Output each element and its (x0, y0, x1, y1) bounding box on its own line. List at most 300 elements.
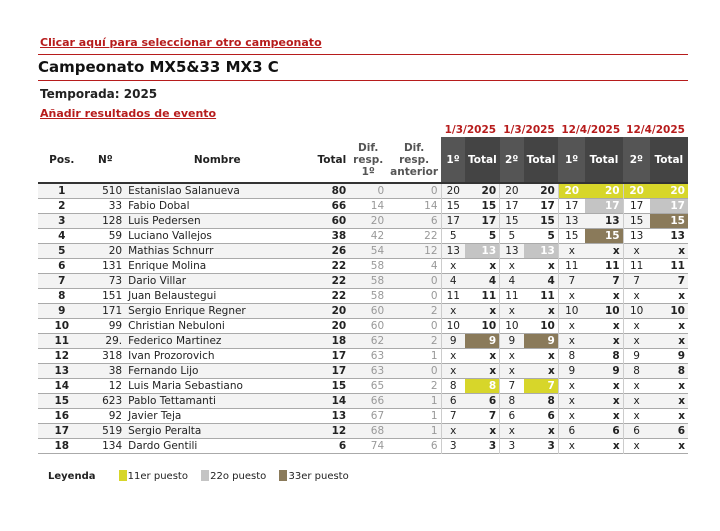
event-position: 17 (500, 198, 524, 213)
row-dif-previous: 14 (424, 199, 438, 212)
table-row (38, 198, 688, 213)
row-dif-previous: 6 (430, 439, 438, 452)
row-dif-previous: 22 (424, 229, 438, 242)
event-total: x (465, 303, 500, 318)
row-position: 14 (54, 379, 70, 392)
row-position: 1 (38, 183, 86, 198)
row-dif-first: 60 (349, 303, 387, 318)
legend-text: 2o puesto (216, 470, 267, 482)
event-position: x (500, 363, 524, 378)
event-total: x (585, 333, 623, 348)
legend-label: Leyenda (48, 470, 96, 482)
event-position: 8 (623, 363, 650, 378)
event-position: x (558, 378, 585, 393)
event-position: 20 (558, 183, 585, 198)
row-dif-previous: 1 (387, 393, 441, 408)
row-dif-first: 74 (370, 439, 385, 452)
event-total: 20 (650, 183, 688, 198)
event-position: x (623, 378, 650, 393)
event-total: 15 (524, 213, 559, 228)
event-position: x (441, 258, 465, 273)
event-position: x (441, 303, 465, 318)
table-row (38, 288, 688, 303)
row-name: Enrique Molina (128, 259, 207, 272)
dif-label: anterior (390, 165, 439, 178)
event-total: 20 (585, 183, 623, 198)
event-position: 11 (558, 258, 585, 273)
row-position: 11 (38, 333, 86, 348)
event-total: x (465, 423, 500, 438)
row-dif-first: 63 (349, 363, 387, 378)
row-dif-previous: 2 (387, 303, 441, 318)
legend-text: 3er puesto (294, 470, 349, 482)
row-number: 623 (86, 393, 126, 408)
event-total: 6 (547, 409, 555, 422)
event-position: x (623, 243, 650, 258)
table-row (38, 363, 688, 378)
event-date: 1/3/2025 (444, 123, 497, 136)
row-number: 510 (86, 183, 126, 198)
event-total: x (524, 363, 559, 378)
row-dif-previous: 0 (387, 363, 441, 378)
page (38, 36, 688, 482)
row-position: 12 (54, 349, 70, 362)
row-name: Fabio Dobal (128, 199, 190, 212)
event-total: 15 (650, 213, 688, 228)
event-total: 11 (481, 289, 497, 302)
row-dif-previous: 2 (387, 333, 441, 348)
row-position: 9 (38, 303, 86, 318)
event-total: 7 (650, 273, 688, 288)
row-number: 131 (102, 259, 123, 272)
event-position: 13 (558, 213, 585, 228)
event-position: x (441, 363, 465, 378)
row-total: 18 (309, 333, 349, 348)
event-total: 9 (677, 349, 685, 362)
row-total: 6 (338, 439, 347, 452)
event-position: 6 (558, 423, 585, 438)
legend-number: 2 (210, 470, 217, 482)
event-total: x (548, 349, 555, 362)
event-position: 9 (558, 363, 585, 378)
row-number: 92 (108, 409, 123, 422)
row-total: 66 (331, 199, 347, 212)
event-total: 13 (585, 213, 623, 228)
event-total: x (678, 409, 685, 422)
row-total: 26 (309, 243, 349, 258)
event-position: 15 (558, 228, 585, 243)
event-position: 13 (623, 228, 650, 243)
row-total: 17 (309, 363, 349, 378)
legend-swatch (279, 470, 287, 481)
table-row (38, 438, 688, 453)
event-position: x (558, 408, 585, 423)
row-dif-previous: 0 (387, 273, 441, 288)
event-position: x (441, 348, 465, 363)
event-total: x (650, 243, 688, 258)
event-total: 8 (465, 378, 500, 393)
dif-label: Dif. (403, 141, 425, 154)
event-total: 15 (481, 199, 497, 212)
col-event-pos: 1º (441, 137, 465, 183)
row-name: Mathias Schnurr (125, 243, 309, 258)
event-position: 11 (500, 288, 524, 303)
row-name: Luis Maria Sebastiano (128, 379, 243, 392)
row-dif-first: 58 (370, 289, 385, 302)
table-row (38, 303, 688, 318)
event-position: x (500, 348, 524, 363)
season-label: Temporada: 2025 (40, 87, 158, 101)
event-total: 3 (488, 439, 497, 452)
event-position: 8 (558, 348, 585, 363)
event-total: 8 (650, 363, 688, 378)
col-event-pos: 2º (500, 137, 524, 183)
row-dif-previous: 0 (387, 183, 441, 198)
event-position: 10 (558, 303, 585, 318)
event-position: 6 (623, 423, 650, 438)
table-row (38, 213, 688, 228)
row-dif-first: 68 (349, 423, 387, 438)
event-total: 6 (650, 423, 688, 438)
event-position: 17 (441, 213, 465, 228)
event-position: 7 (558, 273, 585, 288)
row-name: Dario Villar (125, 273, 309, 288)
col-event-total: Total (650, 137, 688, 183)
event-total: x (612, 409, 620, 422)
event-position: 6 (441, 393, 465, 408)
event-total: 11 (540, 289, 555, 302)
event-position: x (623, 393, 650, 408)
event-total: 13 (524, 243, 559, 258)
row-number: 73 (86, 273, 126, 288)
column-header-row (38, 137, 688, 183)
dif-label: resp. (399, 153, 430, 166)
event-position: 7 (623, 273, 650, 288)
event-date: 1/3/2025 (503, 123, 555, 136)
row-position: 8 (58, 289, 66, 302)
event-total: x (612, 439, 620, 452)
legend-first (119, 471, 188, 482)
event-total: 20 (465, 183, 500, 198)
event-position: x (558, 333, 585, 348)
event-total: 4 (524, 273, 559, 288)
row-total: 22 (331, 289, 347, 302)
event-total: 17 (585, 198, 623, 213)
event-total: 11 (605, 259, 620, 272)
event-total: 8 (524, 393, 559, 408)
row-dif-first: 58 (370, 259, 385, 272)
event-position: 7 (500, 378, 524, 393)
event-total: 3 (547, 439, 555, 452)
event-total: 6 (585, 423, 623, 438)
event-total: 17 (465, 213, 500, 228)
event-total: x (612, 379, 620, 392)
row-total: 22 (309, 273, 349, 288)
event-position: x (558, 393, 585, 408)
event-position: x (558, 288, 585, 303)
col-dif-previous (387, 137, 441, 183)
row-name: Dardo Gentili (128, 439, 198, 452)
event-date: 12/4/2025 (561, 123, 621, 136)
divider (38, 80, 688, 81)
row-name: Luis Pedersen (125, 213, 309, 228)
event-position: 17 (623, 198, 650, 213)
row-name: Sergio Peralta (125, 423, 309, 438)
event-total: 5 (488, 229, 497, 242)
row-dif-first: 42 (370, 229, 385, 242)
event-position: 10 (623, 303, 650, 318)
event-total: 13 (465, 243, 500, 258)
event-position: 17 (558, 198, 585, 213)
row-position: 4 (58, 229, 66, 242)
col-dif-first (349, 137, 387, 183)
row-dif-first: 66 (349, 393, 387, 408)
table-row (38, 318, 688, 333)
event-position: x (623, 408, 650, 423)
row-total: 60 (309, 213, 349, 228)
row-dif-previous: 12 (387, 243, 441, 258)
row-total: 38 (331, 229, 347, 242)
row-total: 20 (331, 319, 347, 332)
event-position: x (441, 423, 465, 438)
event-total: x (489, 349, 497, 362)
row-name: Juan Belaustegui (128, 289, 217, 302)
event-position: 8 (441, 378, 465, 393)
event-total: x (548, 259, 555, 272)
date-header-row (38, 122, 688, 137)
col-event-total: Total (524, 137, 559, 183)
row-number: 134 (102, 439, 123, 452)
event-total: x (678, 379, 685, 392)
col-pos: Pos. (49, 153, 75, 166)
row-position: 15 (38, 393, 86, 408)
row-number: 151 (102, 289, 123, 302)
row-dif-first: 60 (370, 319, 385, 332)
event-position: x (500, 258, 524, 273)
row-dif-previous: 2 (430, 379, 438, 392)
col-event-total: Total (465, 137, 500, 183)
row-name: Pablo Tettamanti (125, 393, 309, 408)
row-dif-first: 14 (370, 199, 385, 212)
row-dif-previous: 1 (387, 423, 441, 438)
event-position: 8 (500, 393, 524, 408)
row-number: 128 (86, 213, 126, 228)
table-row (38, 423, 688, 438)
row-position: 17 (38, 423, 86, 438)
event-position: 10 (500, 318, 524, 333)
event-total: 10 (650, 303, 688, 318)
table-row (38, 273, 688, 288)
row-number: 171 (86, 303, 126, 318)
event-position: x (623, 333, 650, 348)
row-dif-first: 20 (349, 213, 387, 228)
event-total: x (678, 319, 685, 332)
col-event-pos: 2º (623, 137, 650, 183)
legend (48, 470, 688, 482)
event-position: 13 (441, 243, 465, 258)
legend-third (279, 471, 348, 482)
event-total: 20 (524, 183, 559, 198)
event-total: 7 (585, 273, 623, 288)
row-total: 15 (331, 379, 347, 392)
table-row (38, 183, 688, 198)
select-championship-link[interactable]: Clicar aquí para seleccionar otro campeonato (40, 36, 322, 49)
dif-label: 1º (361, 165, 375, 178)
event-position: 4 (441, 273, 465, 288)
page-title: Campeonato MX5&33 MX3 C (38, 58, 279, 76)
event-position: x (623, 288, 650, 303)
row-name: Federico Martinez (125, 333, 309, 348)
table-row (38, 348, 688, 363)
event-total: 7 (488, 409, 497, 422)
event-total: x (489, 259, 497, 272)
event-total: 10 (481, 319, 497, 332)
dif-label: Dif. (358, 141, 379, 154)
row-dif-previous: 1 (430, 409, 438, 422)
event-position: 9 (500, 333, 524, 348)
legend-swatch (119, 470, 127, 481)
row-total: 13 (331, 409, 347, 422)
event-total: x (524, 303, 559, 318)
table-row (38, 333, 688, 348)
event-position: 20 (500, 183, 524, 198)
row-name: Ivan Prozorovich (128, 349, 215, 362)
event-total: 13 (670, 229, 685, 242)
row-position: 5 (38, 243, 86, 258)
event-position: x (558, 318, 585, 333)
event-total: x (678, 289, 685, 302)
row-position: 16 (54, 409, 70, 422)
event-position: 5 (500, 228, 524, 243)
event-total: 8 (612, 349, 620, 362)
row-number: 38 (86, 363, 126, 378)
event-total: 15 (585, 228, 623, 243)
event-date: 12/4/2025 (626, 123, 685, 136)
col-num: Nº (97, 153, 113, 166)
row-dif-previous: 4 (430, 259, 438, 272)
event-position: 11 (623, 258, 650, 273)
dif-label: resp. (353, 153, 384, 166)
row-total: 17 (331, 349, 347, 362)
event-total: x (612, 289, 620, 302)
col-event-pos: 1º (558, 137, 585, 183)
event-total: 9 (585, 363, 623, 378)
row-name: Javier Teja (128, 409, 182, 422)
event-total: x (678, 439, 685, 452)
table-row (38, 258, 688, 273)
row-name: Christian Nebuloni (128, 319, 225, 332)
table-row (38, 393, 688, 408)
table-row (38, 378, 688, 393)
legend-number: 3 (288, 470, 295, 482)
row-total: 14 (309, 393, 349, 408)
event-total: x (612, 319, 620, 332)
row-dif-first: 0 (349, 183, 387, 198)
event-position: 15 (441, 198, 465, 213)
table-row (38, 228, 688, 243)
add-results-link[interactable]: Añadir resultados de evento (40, 107, 217, 120)
event-position: 7 (441, 408, 465, 423)
event-total: 9 (524, 333, 559, 348)
row-name: Estanislao Salanueva (125, 183, 309, 198)
row-position: 2 (58, 199, 66, 212)
event-position: 6 (500, 408, 524, 423)
legend-second (201, 471, 266, 482)
event-position: 15 (500, 213, 524, 228)
event-position: 4 (500, 273, 524, 288)
legend-swatch (201, 470, 209, 481)
event-position: 9 (441, 333, 465, 348)
row-position: 10 (54, 319, 70, 332)
row-total: 22 (331, 259, 347, 272)
event-position: x (500, 423, 524, 438)
event-position: x (623, 318, 650, 333)
row-dif-previous: 6 (387, 213, 441, 228)
event-total: 5 (547, 229, 555, 242)
event-position: 20 (623, 183, 650, 198)
event-total: 9 (465, 333, 500, 348)
event-total: x (650, 333, 688, 348)
event-total: 11 (670, 259, 685, 272)
row-dif-first: 67 (370, 409, 385, 422)
row-number: 318 (102, 349, 123, 362)
event-position: 11 (441, 288, 465, 303)
event-position: 3 (441, 438, 465, 453)
event-position: 5 (441, 228, 465, 243)
row-total: 12 (309, 423, 349, 438)
row-number: 519 (86, 423, 126, 438)
event-total: 7 (524, 378, 559, 393)
col-total: Total (317, 153, 347, 166)
row-dif-first: 58 (349, 273, 387, 288)
event-total: x (465, 363, 500, 378)
row-number: 59 (108, 229, 123, 242)
row-dif-previous: 0 (430, 319, 438, 332)
standings-body (38, 183, 688, 453)
event-total: 17 (540, 199, 555, 212)
event-position: x (623, 438, 650, 453)
row-total: 80 (309, 183, 349, 198)
row-position: 3 (38, 213, 86, 228)
event-position: 20 (441, 183, 465, 198)
row-name: Fernando Lijo (125, 363, 309, 378)
row-dif-first: 54 (349, 243, 387, 258)
row-position: 13 (38, 363, 86, 378)
event-total: x (650, 393, 688, 408)
row-position: 18 (54, 439, 70, 452)
row-dif-first: 62 (349, 333, 387, 348)
event-total: x (524, 423, 559, 438)
row-number: 20 (86, 243, 126, 258)
legend-number: 1 (127, 470, 135, 482)
event-position: 13 (500, 243, 524, 258)
event-position: x (500, 303, 524, 318)
event-position: 3 (500, 438, 524, 453)
event-total: 6 (465, 393, 500, 408)
standings-table (38, 122, 688, 454)
event-total: x (585, 393, 623, 408)
row-name: Sergio Enrique Regner (125, 303, 309, 318)
row-number: 29. (86, 333, 126, 348)
row-dif-first: 63 (370, 349, 385, 362)
row-total: 20 (309, 303, 349, 318)
event-position: 10 (441, 318, 465, 333)
event-position: 9 (623, 348, 650, 363)
row-dif-previous: 1 (430, 349, 438, 362)
row-name: Luciano Vallejos (128, 229, 212, 242)
event-position: x (558, 438, 585, 453)
row-position: 7 (38, 273, 86, 288)
